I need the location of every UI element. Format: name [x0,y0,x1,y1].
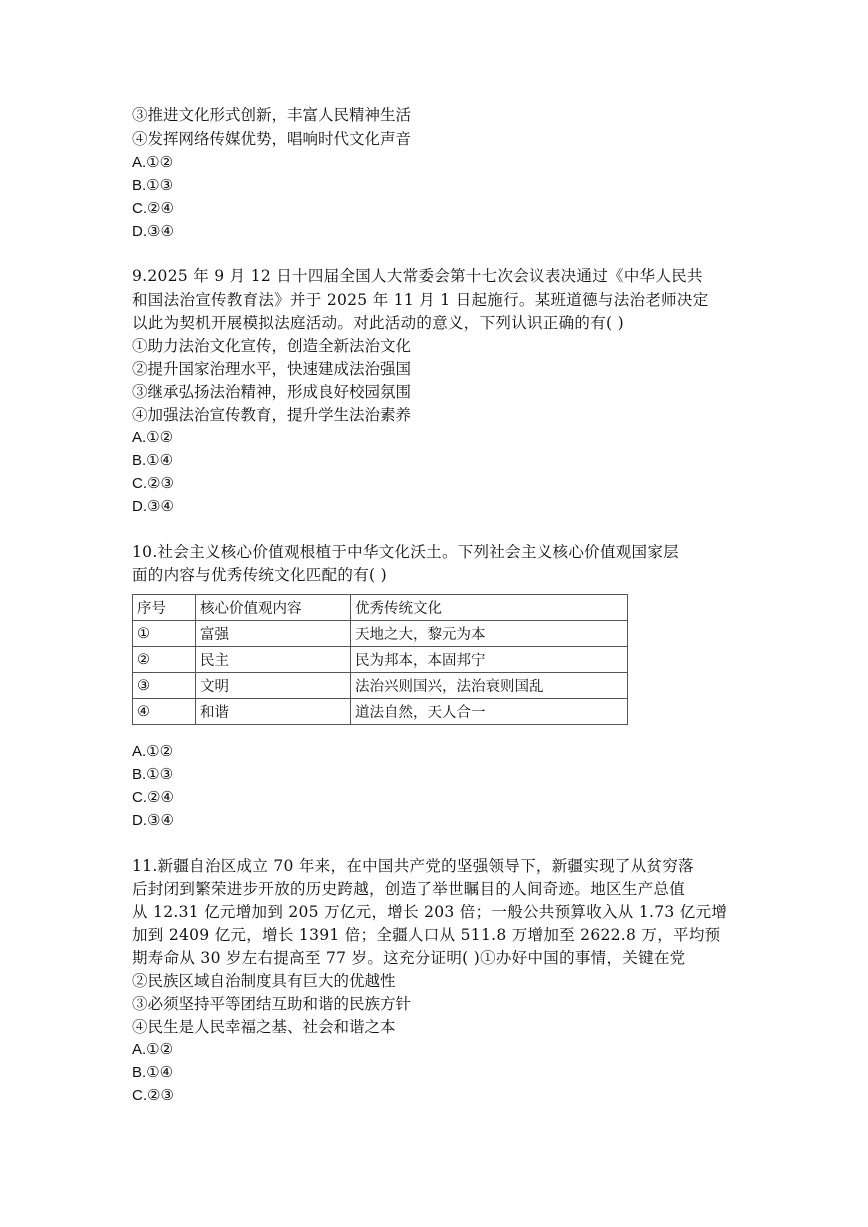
q9-stem-line: 9.2025 年 9 月 12 日十四届全国人大常委会第十七次会议表决通过《中华人民共 [132,267,703,285]
q11-stem-line: 加到 2409 亿元，增长 1391 倍；全疆人口从 511.8 万增加至 2622.8 万，平均预 [132,926,721,944]
q9-option-a: A.①② [132,429,174,446]
q9-stem-line: 以此为契机开展模拟法庭活动。对此活动的意义，下列认识正确的有( ) [132,314,624,332]
table-header: 优秀传统文化 [351,595,628,621]
q11-stem-line: 从 12.31 亿元增加到 205 万亿元，增长 203 倍；一般公共预算收入从 1.73 亿元增 [132,903,728,921]
table-row [133,621,628,647]
option-b: B.①③ [132,177,174,194]
q9-option-b: B.①④ [132,452,174,469]
q10-stem-line: 面的内容与优秀传统文化匹配的有( ) [132,566,387,584]
q11-stem-line: 11.新疆自治区成立 70 年来，在中国共产党的坚强领导下，新疆实现了从贫穷落 [132,857,694,875]
table-header-row [133,595,628,621]
statement-4: ④发挥网络传媒优势，唱响时代文化声音 [132,130,412,148]
q10-stem-line: 10.社会主义核心价值观根植于中华文化沃土。下列社会主义核心价值观国家层 [132,543,679,561]
statement-3: ③推进文化形式创新，丰富人民精神生活 [132,106,412,124]
q9-statement: ③继承弘扬法治精神，形成良好校园氛围 [132,383,412,401]
q10-option-b: B.①③ [132,766,174,783]
q9-option-d: D.③④ [132,498,174,515]
table-cell: ① [133,621,196,647]
table-cell: 天地之大，黎元为本 [351,621,628,647]
q10-option-d: D.③④ [132,812,174,829]
q11-statement: ③必须坚持平等团结互助和谐的民族方针 [132,995,412,1013]
table-cell: 和谐 [196,699,351,725]
table-row [133,699,628,725]
q11-stem-line: 期寿命从 30 岁左右提高至 77 岁。这充分证明( )①办好中国的事情，关键在党 [132,949,686,967]
q11-statement: ④民生是人民幸福之基、社会和谐之本 [132,1018,396,1036]
table-cell: 民为邦本，本固邦宁 [351,647,628,673]
q9-statement: ①助力法治文化宣传，创造全新法治文化 [132,337,412,355]
table-header: 核心价值观内容 [196,595,351,621]
values-table [132,594,628,725]
option-d: D.③④ [132,223,174,240]
q9-statement: ④加强法治宣传教育，提升学生法治素养 [132,406,412,424]
q11-option-a: A.①② [132,1041,174,1058]
q11-statement: ②民族区域自治制度具有巨大的优越性 [132,972,396,990]
table-header: 序号 [133,595,196,621]
table-row [133,673,628,699]
table-cell: 文明 [196,673,351,699]
table-cell: ② [133,647,196,673]
table-cell: 法治兴则国兴，法治衰则国乱 [351,673,628,699]
table-cell: 富强 [196,621,351,647]
q10-option-a: A.①② [132,743,174,760]
table-cell: 道法自然，天人合一 [351,699,628,725]
option-c: C.②④ [132,200,174,217]
q9-statement: ②提升国家治理水平，快速建成法治强国 [132,360,412,378]
table-cell: ④ [133,699,196,725]
q11-option-c: C.②③ [132,1087,174,1104]
table-row [133,647,628,673]
q9-option-c: C.②③ [132,475,174,492]
q11-option-b: B.①④ [132,1064,174,1081]
option-a: A.①② [132,154,174,171]
table-cell: 民主 [196,647,351,673]
table-cell: ③ [133,673,196,699]
q9-stem-line: 和国法治宣传教育法》并于 2025 年 11 月 1 日起施行。某班道德与法治老师决定 [132,291,709,309]
q10-option-c: C.②④ [132,789,174,806]
q11-stem-line: 后封闭到繁荣进步开放的历史跨越，创造了举世瞩目的人间奇迹。地区生产总值 [132,880,686,898]
